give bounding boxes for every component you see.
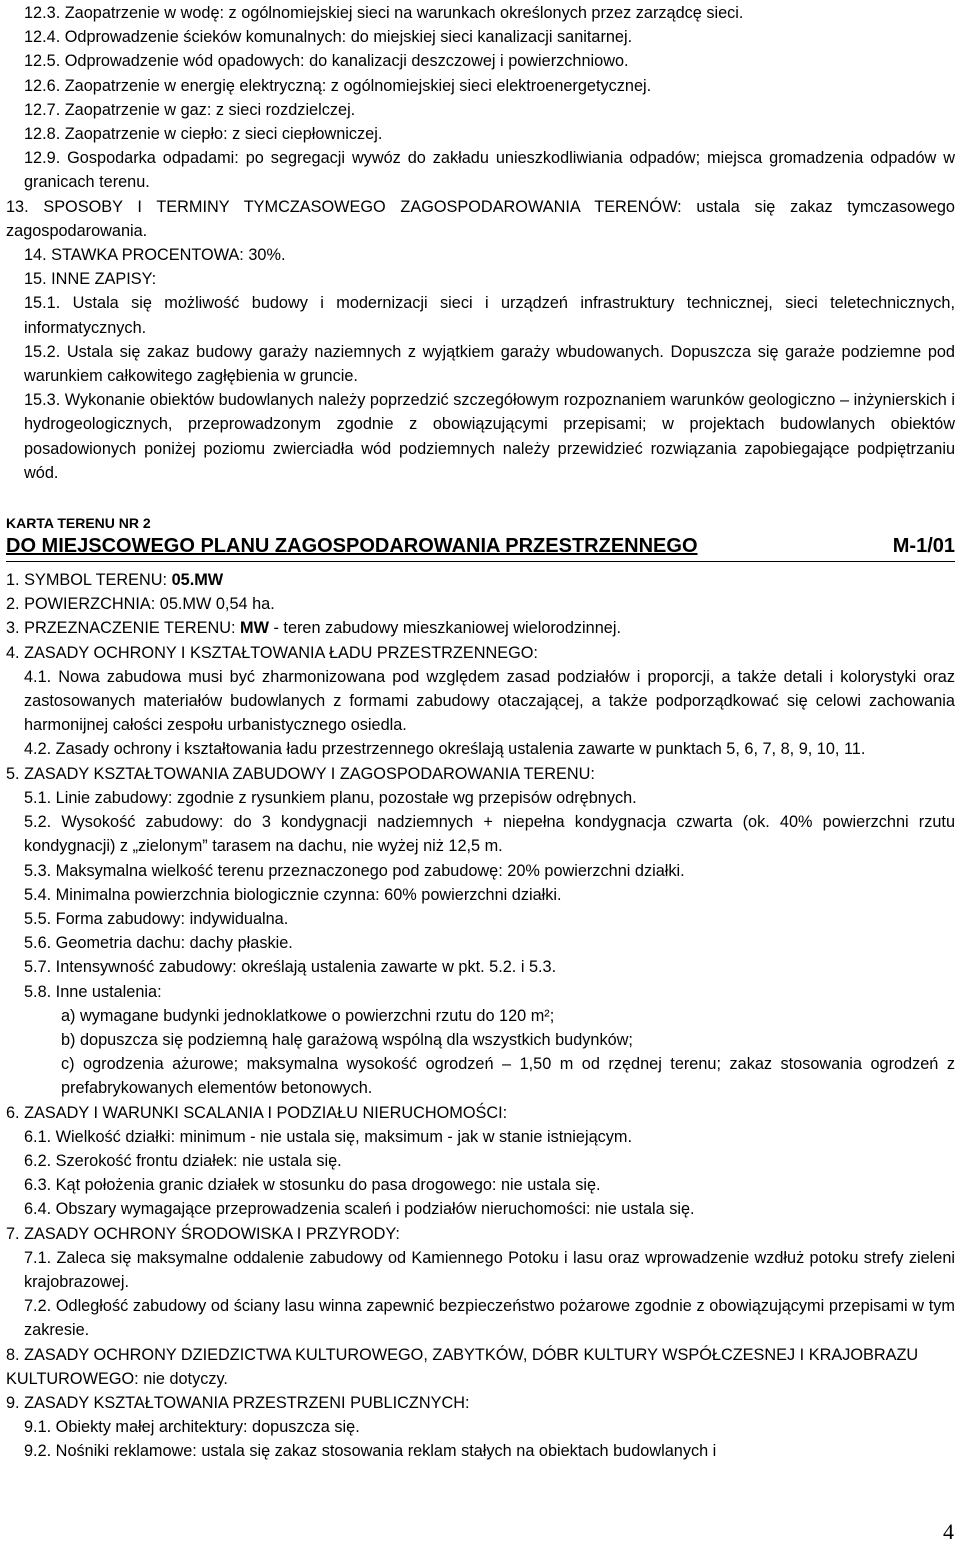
section-5-2: 5.2. Wysokość zabudowy: do 3 kondygnacji nadziemnych + niepełna kondygnacja czwarta (ok. 40% powierzchni rzutu kondygnacji) z „zielonym” tarasem na dachu, nie wyżej niż 12,5 m. <box>24 813 955 856</box>
section-3 <box>6 616 955 640</box>
section-9: 9. ZASADY KSZTAŁTOWANIA PRZESTRZENI PUBLICZNYCH: <box>6 1393 470 1412</box>
section-5-8-c: c) ogrodzenia ażurowe; maksymalna wysokość ogrodzeń – 1,50 m od rzędnej terenu; zakaz stosowania ogrodzeń z prefabrykowanych elementów betonowych. <box>61 1055 955 1098</box>
section-4: 4. ZASADY OCHRONY I KSZTAŁTOWANIA ŁADU PRZESTRZENNEGO: <box>6 643 538 662</box>
item-15-1: 15.1. Ustala się możliwość budowy i modernizacji sieci i urządzeń infrastruktury technicznej, sieci teletechnicznych, informatycznych. <box>24 294 955 337</box>
section-2: 2. POWIERZCHNIA: 05.MW 0,54 ha. <box>6 595 275 614</box>
section-6-1: 6.1. Wielkość działki: minimum - nie ustala się, maksimum - jak w stanie istniejącym. <box>24 1127 633 1146</box>
section-5-3: 5.3. Maksymalna wielkość terenu przeznaczonego pod zabudowę: 20% powierzchni działki. <box>24 861 685 880</box>
item-12-9: 12.9. Gospodarka odpadami: po segregacji wywóz do zakładu unieszkodliwiania odpadów; miejsca gromadzenia odpadów w granicach terenu. <box>24 149 955 192</box>
section-4-2: 4.2. Zasady ochrony i kształtowania ładu przestrzennego określają ustalenia zawarte w punktach 5, 6, 7, 8, 9, 10, 11. <box>24 740 866 759</box>
section-5: 5. ZASADY KSZTAŁTOWANIA ZABUDOWY I ZAGOSPODAROWANIA TERENU: <box>6 764 595 783</box>
karta-code: M-1/01 <box>892 535 955 558</box>
section-7: 7. ZASADY OCHRONY ŚRODOWISKA I PRZYRODY: <box>6 1224 400 1243</box>
section-5-6: 5.6. Geometria dachu: dachy płaskie. <box>24 934 293 953</box>
section-5-4: 5.4. Minimalna powierzchnia biologicznie czynna: 60% powierzchni działki. <box>24 885 562 904</box>
section-9-1: 9.1. Obiekty małej architektury: dopuszcza się. <box>24 1418 360 1437</box>
section-3-desc: - teren zabudowy mieszkaniowej wielorodzinnej. <box>268 619 621 638</box>
section-6-2: 6.2. Szerokość frontu działek: nie ustala się. <box>24 1151 342 1170</box>
section-5-5: 5.5. Forma zabudowy: indywidualna. <box>24 909 289 928</box>
item-15-2: 15.2. Ustala się zakaz budowy garaży naziemnych z wyjątkiem garaży wbudowanych. Dopuszcza się garaże podziemne pod warunkiem całkowitego zagłębienia w gruncie. <box>24 342 955 386</box>
page-number: 4 <box>943 1519 954 1544</box>
section-5-8-a: a) wymagane budynki jednoklatkowe o powierzchni rzutu do 120 m²; <box>61 1006 555 1025</box>
item-12-8: 12.8. Zaopatrzenie w ciepło: z sieci ciepłowniczej. <box>24 125 383 144</box>
header-divider <box>6 561 955 562</box>
section-1-label: 1. SYMBOL TERENU: <box>6 571 172 590</box>
section-7-1: 7.1. Zaleca się maksymalne oddalenie zabudowy od Kamiennego Potoku i lasu oraz wprowadzenie wzdłuż potoku strefy zieleni krajobrazowej. <box>24 1248 955 1291</box>
section-6-3: 6.3. Kąt położenia granic działek w stosunku do pasa drogowego: nie ustala się. <box>24 1176 601 1195</box>
item-15-3: 15.3. Wykonanie obiektów budowlanych należy poprzedzić szczegółowym rozpoznaniem warunków geologiczno – inżynierskich i hydrogeologicznych, przeprowadzonym zgodnie z obowiązującymi przepisami; w projektach budowlanych obiektów posadowionych poniżej poziomu zwierciadła wód podziemnych należy przewidzieć rozwiązania zapobiegające podpiętrzaniu wód. <box>24 391 955 482</box>
item-12-7: 12.7. Zaopatrzenie w gaz: z sieci rozdzielczej. <box>24 100 356 119</box>
section-5-8-b: b) dopuszcza się podziemną halę garażową wspólną dla wszystkich budynków; <box>61 1030 633 1049</box>
section-1 <box>6 568 955 592</box>
section-7-2: 7.2. Odległość zabudowy od ściany lasu winna zapewnić bezpieczeństwo pożarowe zgodnie z obowiązującymi przepisami w tym zakresie. <box>24 1297 955 1340</box>
karta-header <box>6 533 955 559</box>
section-5-1: 5.1. Linie zabudowy: zgodnie z rysunkiem planu, pozostałe wg przepisów odrębnych. <box>24 788 637 807</box>
section-6-4: 6.4. Obszary wymagające przeprowadzenia scaleń i podziałów nieruchomości: nie ustala się. <box>24 1200 695 1219</box>
section-9-2: 9.2. Nośniki reklamowe: ustala się zakaz stosowania reklam stałych na obiektach budowlanych i <box>24 1442 717 1461</box>
section-5-8: 5.8. Inne ustalenia: <box>24 982 162 1001</box>
section-6: 6. ZASADY I WARUNKI SCALANIA I PODZIAŁU NIERUCHOMOŚCI: <box>6 1103 508 1122</box>
item-12-4: 12.4. Odprowadzenie ścieków komunalnych: do miejskiej sieci kanalizacji sanitarnej. <box>24 28 633 47</box>
section-5-7: 5.7. Intensywność zabudowy: określają ustalenia zawarte w pkt. 5.2. i 5.3. <box>24 958 557 977</box>
item-12-5: 12.5. Odprowadzenie wód opadowych: do kanalizacji deszczowej i powierzchniowo. <box>24 52 629 71</box>
terrain-symbol: 05.MW <box>171 571 224 590</box>
karta-title: DO MIEJSCOWEGO PLANU ZAGOSPODAROWANIA PRZESTRZENNEGO <box>6 535 698 558</box>
item-13: 13. SPOSOBY I TERMINY TYMCZASOWEGO ZAGOSPODAROWANIA TERENÓW: ustala się zakaz tymczasowego zagospodarowania. <box>6 197 955 240</box>
item-12-6: 12.6. Zaopatrzenie w energię elektryczną: z ogólnomiejskiej sieci elektroenergetycznej. <box>24 76 652 95</box>
document-body <box>6 1 955 1464</box>
section-8: 8. ZASADY OCHRONY DZIEDZICTWA KULTUROWEGO, ZABYTKÓW, DÓBR KULTURY WSPÓŁCZESNEJ I KRAJOBRAZU KULTUROWEGO: nie dotyczy. <box>6 1345 919 1388</box>
item-15: 15. INNE ZAPISY: <box>24 270 157 289</box>
spacer <box>6 485 955 509</box>
terrain-type-code: MW <box>240 619 269 638</box>
item-14: 14. STAWKA PROCENTOWA: 30%. <box>24 246 286 265</box>
karta-label: KARTA TERENU NR 2 <box>6 515 151 532</box>
section-3-label: 3. PRZEZNACZENIE TERENU: <box>6 619 241 638</box>
item-12-3: 12.3. Zaopatrzenie w wodę: z ogólnomiejskiej sieci na warunkach określonych przez zarządcę sieci. <box>24 4 744 22</box>
section-4-1: 4.1. Nowa zabudowa musi być zharmonizowana pod względem zasad podziałów i proporcji, a także detali i kolorystyki oraz zastosowanych materiałów budowlanych z formami zabudowy otaczającej, a także podporządkować się celowi zachowania harmonijnej całości zespołu urbanistycznego osiedla. <box>24 667 955 735</box>
